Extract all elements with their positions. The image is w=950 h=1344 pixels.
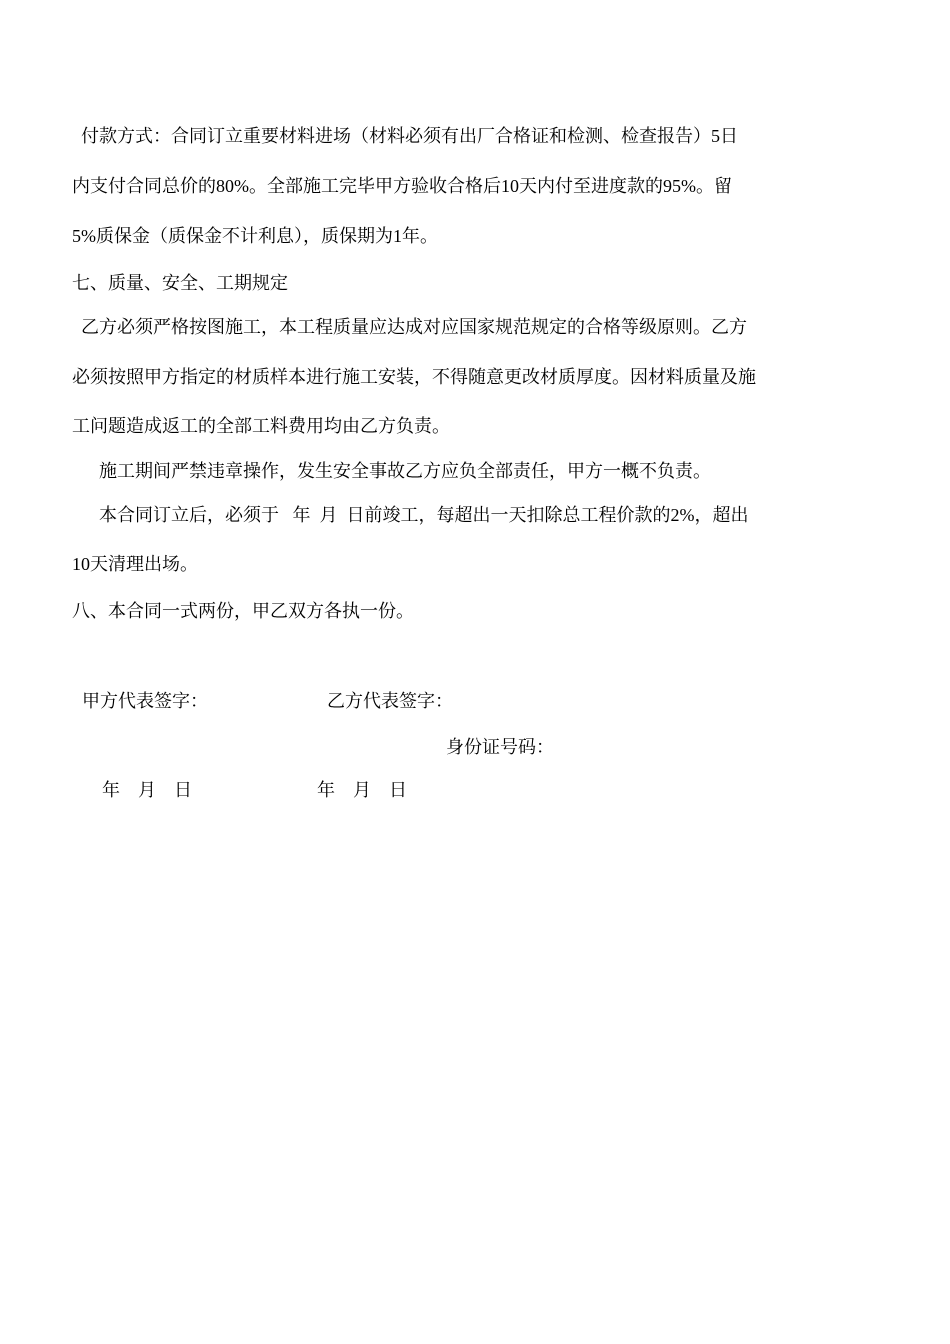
payment-line-2: 内支付合同总价的80%。全部施工完毕甲方验收合格后10天内付至进度款的95%。留 [72,176,732,196]
schedule-para-line-2: 10天清理出场。 [72,554,198,574]
schedule-para-line-1: 本合同订立后，必须于 年 月 日前竣工，每超出一天扣除总工程价款的2%，超出 [72,505,749,525]
id-number-label: 身份证号码： [446,737,554,757]
party-a-signature-label: 甲方代表签字： [82,691,208,711]
party-b-signature-label: 乙方代表签字： [327,691,453,711]
payment-line-1: 付款方式：合同订立重要材料进场（材料必须有出厂合格证和检测、检查报告）5日 [72,126,738,146]
quality-para-line-2: 必须按照甲方指定的材质样本进行施工安装，不得随意更改材质厚度。因材料质量及施 [72,367,756,387]
section-8-heading: 八、本合同一式两份，甲乙双方各执一份。 [72,601,414,621]
quality-para-line-3: 工问题造成返工的全部工料费用均由乙方负责。 [72,416,450,436]
quality-para-line-1: 乙方必须严格按图施工，本工程质量应达成对应国家规范规定的合格等级原则。乙方 [72,317,747,337]
section-7-heading: 七、质量、安全、工期规定 [72,273,288,293]
payment-line-3: 5%质保金（质保金不计利息），质保期为1年。 [72,226,438,246]
party-a-date: 年 月 日 [102,780,192,800]
safety-para: 施工期间严禁违章操作，发生安全事故乙方应负全部责任，甲方一概不负责。 [72,461,711,481]
party-b-date: 年 月 日 [317,780,407,800]
